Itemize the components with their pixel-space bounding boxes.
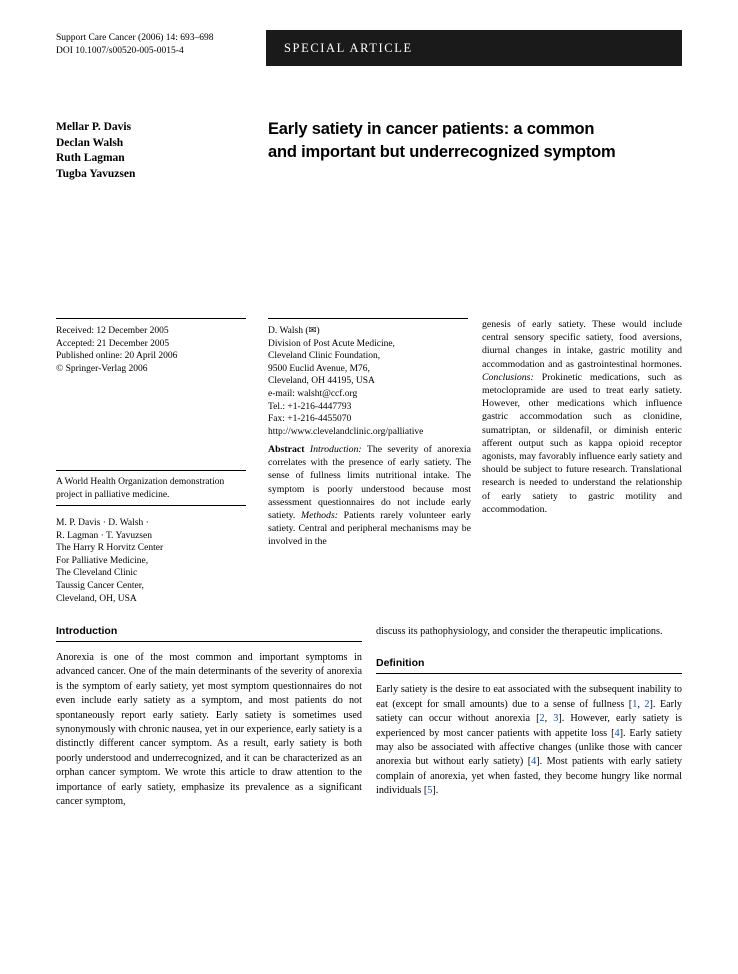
title-line-2: and important but underrecognized symptom [268, 143, 616, 161]
body-column-right [376, 625, 682, 799]
page-title [268, 118, 682, 164]
definition-text-0: Early satiety is the desire to eat associated with the subsequent inability to eat (except for small amounts) due to a sense of fullness [ [376, 684, 682, 710]
abstract-column-1 [268, 443, 471, 549]
definition-text-8: ]. However, early satiety is experienced by most cancer patients with appetite loss [ [376, 713, 682, 739]
who-note-block [56, 470, 246, 506]
received-date: Received: 12 December 2005 [56, 326, 169, 336]
spacer [376, 639, 682, 657]
affiliation-block [56, 517, 246, 605]
citation-ref[interactable]: 3 [553, 713, 559, 725]
definition-text-2: , [637, 698, 645, 710]
who-note-text: A World Health Organization demonstration project in palliative medicine. [56, 477, 225, 500]
correspondence-url[interactable]: http://www.clevelandclinic.org/palliative [268, 426, 424, 437]
journal-reference [56, 30, 266, 70]
author-list [56, 120, 246, 182]
published-date: Published online: 20 April 2006 [56, 351, 178, 362]
author-name: Tugba Yavuzsen [56, 167, 136, 180]
affiliation-line: R. Lagman · T. Yavuzsen [56, 530, 152, 541]
introduction-paragraph-part2: discuss its pathophysiology, and consider the therapeutic implications. [376, 626, 663, 637]
page-header [56, 30, 682, 70]
section-heading-introduction: Introduction [56, 625, 118, 637]
correspondence-block [268, 318, 468, 438]
body-column-left [56, 625, 362, 809]
title-line-1: Early satiety in cancer patients: a common [268, 120, 595, 138]
abstract-intro-text: The severity of anorexia correlates with the presence of early satiety. The sense of fullness limits nutritional intake. The symptom is poorly understood because most assessment questionnaires do not include early satiety. [268, 444, 472, 522]
affiliation-line: Taussig Cancer Center, [56, 580, 144, 591]
affiliation-line: The Harry R Horvitz Center [56, 543, 164, 554]
citation-ref[interactable]: 2 [644, 698, 650, 710]
journal-citation: Support Care Cancer (2006) 14: 693–698 [56, 33, 214, 43]
article-type-banner: SPECIAL ARTICLE [266, 30, 682, 66]
author-name: Ruth Lagman [56, 152, 125, 164]
divider [376, 673, 682, 674]
corresponding-author: D. Walsh (✉) [268, 326, 320, 336]
definition-text-6: , [544, 713, 554, 725]
author-name: Declan Walsh [56, 136, 124, 149]
correspondence-tel: Tel.: +1-216-4447793 [268, 401, 352, 412]
correspondence-line: Division of Post Acute Medicine, [268, 338, 395, 349]
abstract-methods-text-part2: genesis of early satiety. These would include central sensory specific satiety, food aversions, diurnal changes in intake, gastric motility and accommodation and as gastrointestinal hormones. [482, 319, 682, 370]
correspondence-fax: Fax: +1-216-4455070 [268, 414, 352, 425]
divider [56, 318, 246, 319]
citation-ref[interactable]: 2 [539, 713, 545, 725]
abstract-methods-text-part1: Patients rarely volunteer early satiety. Central and peripheral mechanisms may be involved in the [268, 510, 471, 548]
abstract-methods-label: Methods: [301, 510, 339, 522]
introduction-paragraph-part1: Anorexia is one of the most common and important symptoms in advanced cancer. One of the main determinants of the severity of anorexia is the symptom of early satiety, yet most symptom questionnaires do not even include early satiety as a symptom, and most patients do not spontaneously report early satiety. Early satiety is sometimes used synonymously with chronic nausea, yet in our experience, early satiety is a distinctly different cancer symptom. As a result, early satiety is both poorly understood and underrecognized, and it can be characterized as an orphan cancer symptom. We wrote this article to draw attention to the importance of early satiety, emphasize its prevalence as a significant cancer symptom, [56, 652, 362, 808]
accepted-date: Accepted: 21 December 2005 [56, 338, 170, 349]
citation-ref[interactable]: 5 [427, 785, 433, 797]
abstract-conclusions-text: Prokinetic medications, such as metoclopramide are used to treat early satiety. However, other medications which influence gastric accommodation such as clonidine, sumatriptan, or sildenafil, or diminish enteric afferent output such as kappa opioid receptor agonists, may favorably influence early satiety and should be subject to future research. Translational research is needed to understand the relationship of early satiety to gastric motility and accommodation. [482, 371, 682, 515]
definition-text-10: ]. Early satiety may also be associated with affective changes (unlike those with cancer anorexia but without early satiety) [ [376, 727, 683, 768]
citation-ref[interactable]: 4 [614, 727, 620, 739]
divider [56, 505, 246, 506]
affiliation-line: M. P. Davis · D. Walsh · [56, 518, 149, 528]
abstract-label: Abstract [268, 444, 305, 455]
article-dates [56, 318, 246, 375]
correspondence-line: Cleveland Clinic Foundation, [268, 351, 381, 362]
definition-text-4: ]. Early satiety can occur without anorexia [ [376, 698, 683, 725]
divider [56, 470, 246, 471]
citation-ref[interactable]: 4 [531, 756, 537, 768]
affiliation-line: The Cleveland Clinic [56, 568, 138, 579]
author-name: Mellar P. Davis [56, 121, 132, 133]
copyright-line: © Springer-Verlag 2006 [56, 363, 148, 374]
abstract-conclusions-label: Conclusions: [482, 371, 534, 383]
affiliation-line: For Palliative Medicine, [56, 555, 149, 566]
abstract-intro-label: Introduction: [309, 444, 362, 455]
section-heading-definition: Definition [376, 657, 425, 670]
definition-paragraph [376, 683, 682, 798]
definition-text-12: ]. Most patients with early satiety complain of anorexia, yet when fasted, they become hungry like normal individuals [ [376, 756, 682, 797]
divider [268, 318, 468, 319]
abstract-column-2 [482, 318, 682, 516]
correspondence-line: 9500 Euclid Avenue, M76, [268, 363, 370, 374]
citation-ref[interactable]: 1 [632, 698, 638, 710]
correspondence-email: e-mail: walsht@ccf.org [268, 388, 358, 399]
affiliation-line: Cleveland, OH, USA [56, 593, 137, 604]
divider [56, 641, 362, 642]
definition-text-14: ]. [432, 785, 439, 797]
correspondence-line: Cleveland, OH 44195, USA [268, 376, 375, 387]
journal-doi: DOI 10.1007/s00520-005-0015-4 [56, 45, 184, 56]
